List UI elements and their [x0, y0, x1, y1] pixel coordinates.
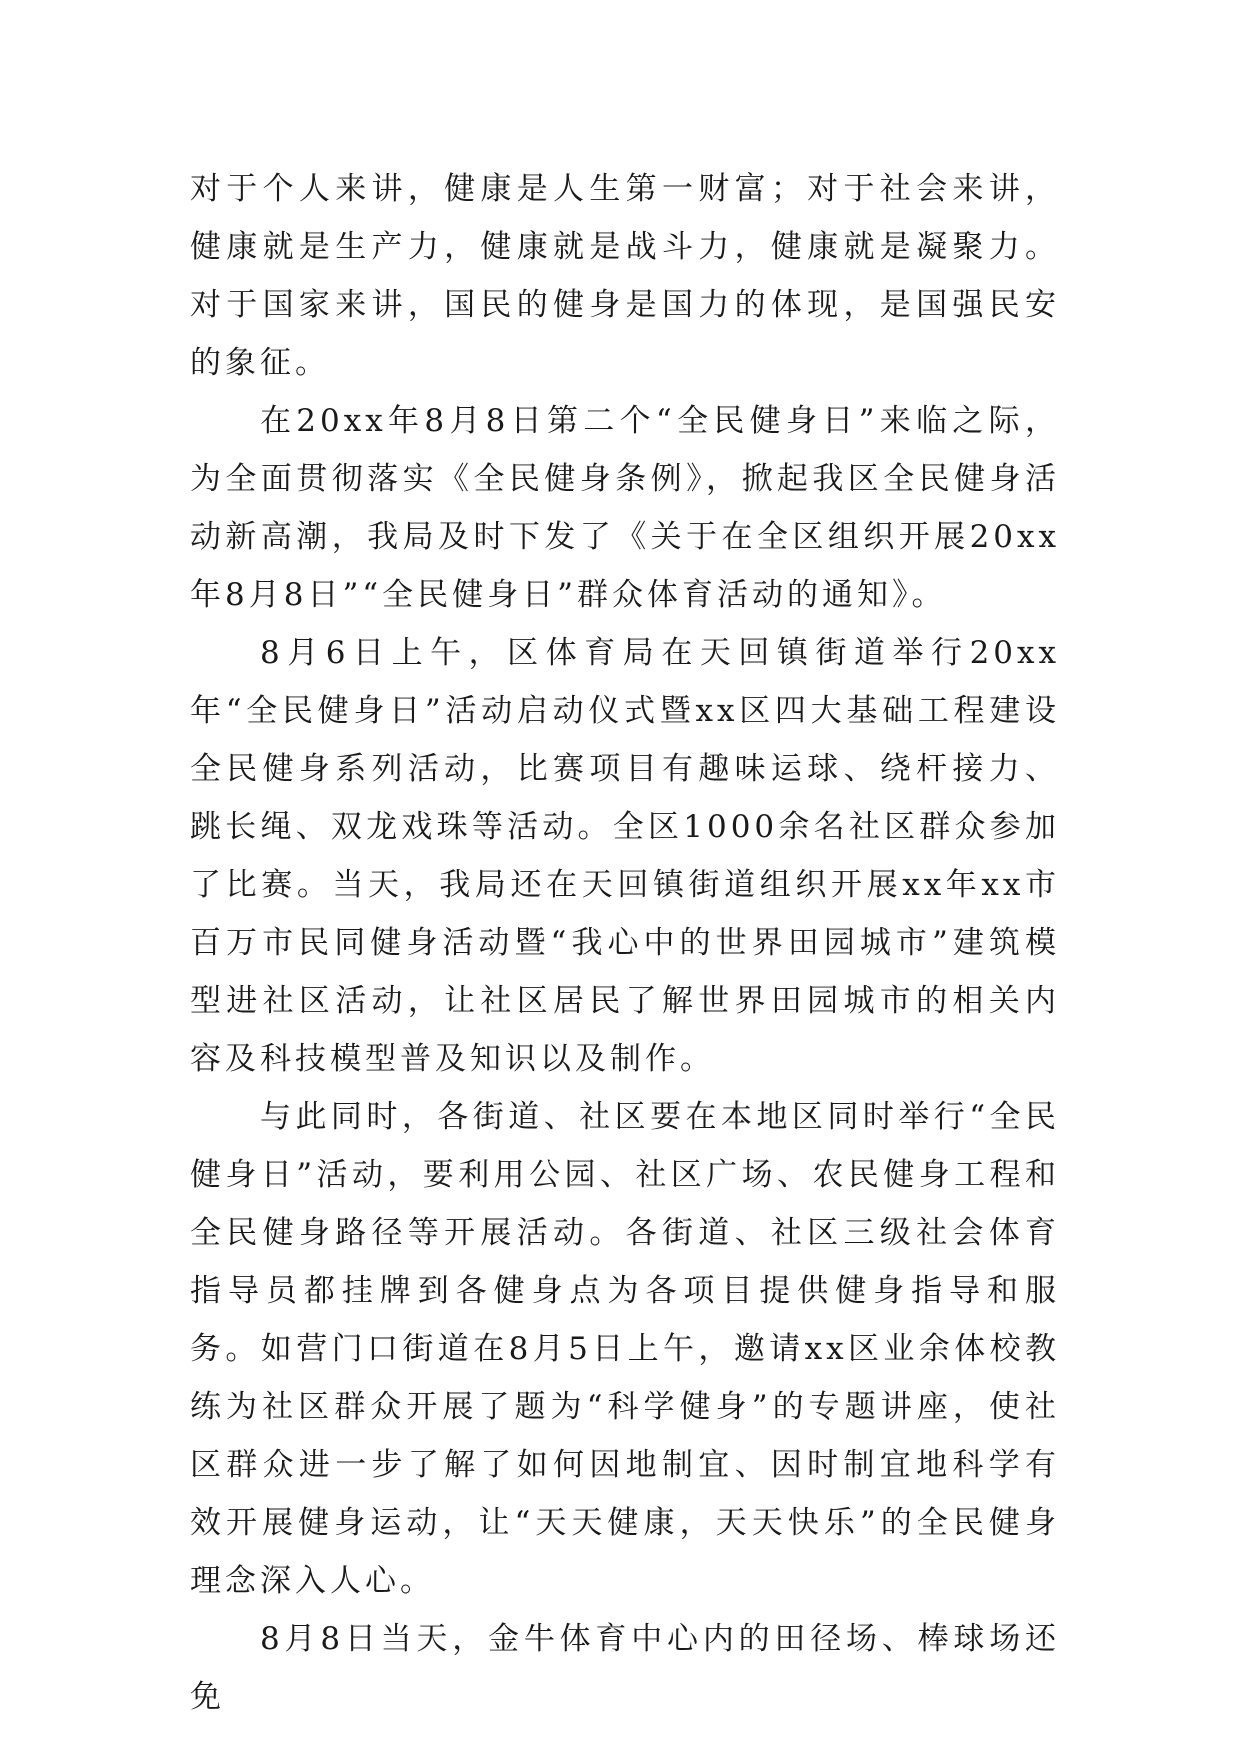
paragraph-4: 与此同时，各街道、社区要在本地区同时举行“全民健身日”活动，要利用公园、社区广场、农民健身工程和全民健身路径等开展活动。各街道、社区三级社会体育指导员都挂牌到各健身点为各项目提供健身指导和服务。如营门口街道在8月5日上午，邀请xx区业余体校教练为社区群众开展了题为“科学健身”的专题讲座，使社区群众进一步了解了如何因地制宜、因时制宜地科学有效开展健身运动，让“天天健康，天天快乐”的全民健身理念深入人心。: [190, 1099, 1060, 1599]
paragraph-5: 8月8日当天，金牛体育中心内的田径场、棒球场还免: [190, 1621, 1060, 1715]
paragraph-2: 在20xx年8月8日第二个“全民健身日”来临之际，为全面贯彻落实《全民健身条例》，掀起我区全民健身活动新高潮，我局及时下发了《关于在全区组织开展20xx年8月8日”“全民健身日”群众体育活动的通知》。: [190, 403, 1060, 613]
paragraph-1: 对于个人来讲，健康是人生第一财富；对于社会来讲，健康就是生产力，健康就是战斗力，健康就是凝聚力。对于国家来讲，国民的健身是国力的体现，是国强民安的象征。: [190, 171, 1060, 381]
document-body: [190, 160, 1060, 1726]
paragraph-3: 8月6日上午，区体育局在天回镇街道举行20xx年“全民健身日”活动启动仪式暨xx区四大基础工程建设全民健身系列活动，比赛项目有趣味运球、绕杆接力、跳长绳、双龙戏珠等活动。全区1000余名社区群众参加了比赛。当天，我局还在天回镇街道组织开展xx年xx市百万市民同健身活动暨“我心中的世界田园城市”建筑模型进社区活动，让社区居民了解世界田园城市的相关内容及科技模型普及知识以及制作。: [190, 635, 1060, 1077]
